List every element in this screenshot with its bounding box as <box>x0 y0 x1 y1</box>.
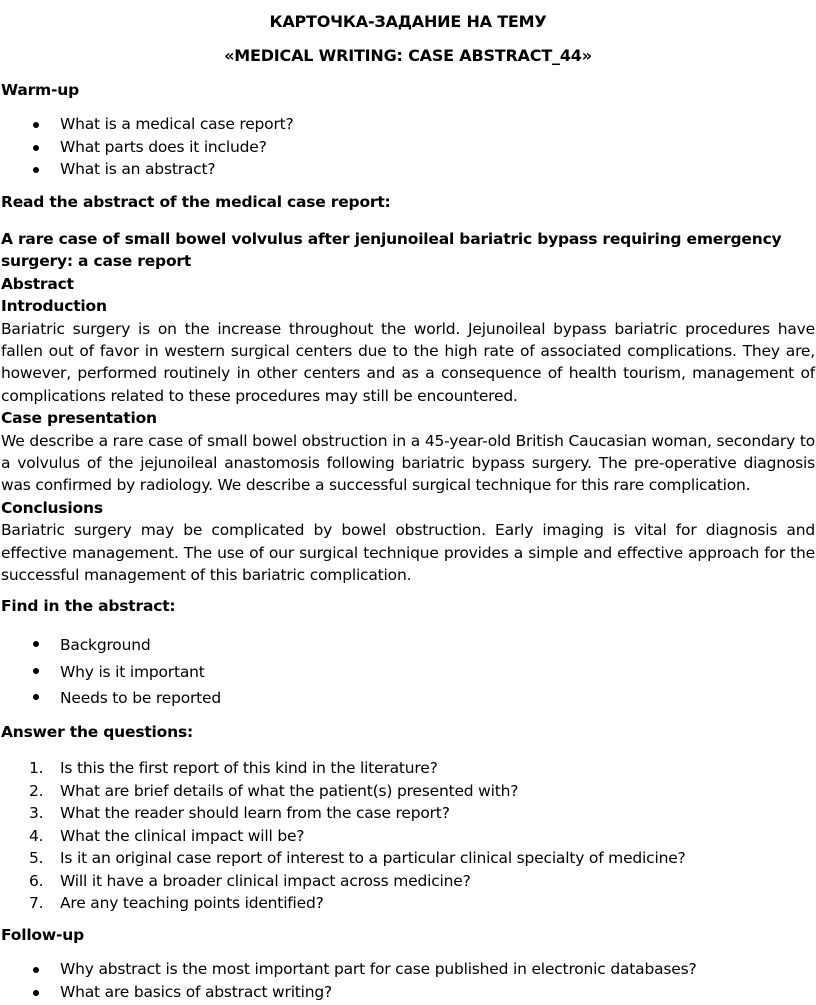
read-heading: Read the abstract of the medical case report: <box>1 193 391 211</box>
list-item: Needs to be reported <box>0 685 221 712</box>
introduction-label: Introduction <box>1 297 107 316</box>
list-item <box>0 870 686 893</box>
list-item: What are basics of abstract writing? <box>0 981 697 1004</box>
list-item <box>0 847 686 870</box>
list-item: Why abstract is the most important part for case published in electronic databases? <box>0 958 697 981</box>
item-text: What are brief details of what the patient(s) presented with? <box>60 781 519 800</box>
warmup-heading: Warm-up <box>1 81 79 99</box>
list-item: Background <box>0 632 221 659</box>
item-number: 4. <box>29 826 44 845</box>
list-item <box>0 802 686 825</box>
item-number: 1. <box>29 759 44 777</box>
item-number: 2. <box>29 781 44 800</box>
article-title: A rare case of small bowel volvulus after jenjunoileal bariatric bypass requiring emergency surgery: a case report <box>1 230 782 271</box>
item-text: What the clinical impact will be? <box>60 826 305 845</box>
list-item <box>0 780 686 803</box>
item-text: What the reader should learn from the case report? <box>60 804 450 822</box>
item-number: 5. <box>29 849 44 867</box>
abstract-label: Abstract <box>1 274 74 293</box>
item-number: 6. <box>29 871 44 890</box>
item-text: Is it an original case report of interest to a particular clinical specialty of medicine? <box>60 849 686 867</box>
case-presentation-text: We describe a rare case of small bowel obstruction in a 45-year-old British Caucasian woman, secondary to a volvulus of the jejunoileal anastomosis following bariatric bypass surgery. The pre-operative diagnosis was confirmed by radiology. We describe a successful surgical technique for this rare complication. <box>1 431 815 495</box>
abstract-block <box>1 228 815 587</box>
item-number: 3. <box>29 804 44 822</box>
list-item: What is an abstract? <box>0 158 294 181</box>
item-number: 7. <box>29 894 44 912</box>
case-presentation-label: Case presentation <box>1 409 157 428</box>
introduction-text: Bariatric surgery is on the increase throughout the world. Jejunoileal bypass bariatric procedures have fallen out of favor in western surgical centers due to the high rate of associated complications. They are, however, performed routinely in other centers and as a consequence of health tourism, management of complications related to these procedures may still be encountered. <box>1 319 815 405</box>
item-text: Is this the first report of this kind in the literature? <box>60 759 438 777</box>
answer-heading: Answer the questions: <box>1 723 193 741</box>
list-item <box>0 892 686 915</box>
warmup-list <box>0 113 294 181</box>
title-line-1: КАРТОЧКА-ЗАДАНИЕ НА ТЕМУ <box>269 12 547 31</box>
followup-heading: Follow-up <box>1 926 84 944</box>
list-item: What parts does it include? <box>0 136 294 159</box>
title-line-2: «MEDICAL WRITING: CASE ABSTRACT_44» <box>224 46 592 65</box>
list-item <box>0 825 686 848</box>
answer-list <box>0 757 686 915</box>
list-item: What is a medical case report? <box>0 113 294 136</box>
followup-list <box>0 958 697 1003</box>
list-item <box>0 757 686 780</box>
item-text: Are any teaching points identified? <box>60 894 324 912</box>
conclusions-label: Conclusions <box>1 498 103 517</box>
list-item: Why is it important <box>0 659 221 686</box>
conclusions-text: Bariatric surgery may be complicated by bowel obstruction. Early imaging is vital for diagnosis and effective management. The use of our surgical technique provides a simple and effective approach for the successful management of this bariatric complication. <box>1 521 815 585</box>
item-text: Will it have a broader clinical impact across medicine? <box>60 871 471 890</box>
find-heading: Find in the abstract: <box>1 597 176 615</box>
find-list <box>0 632 221 712</box>
